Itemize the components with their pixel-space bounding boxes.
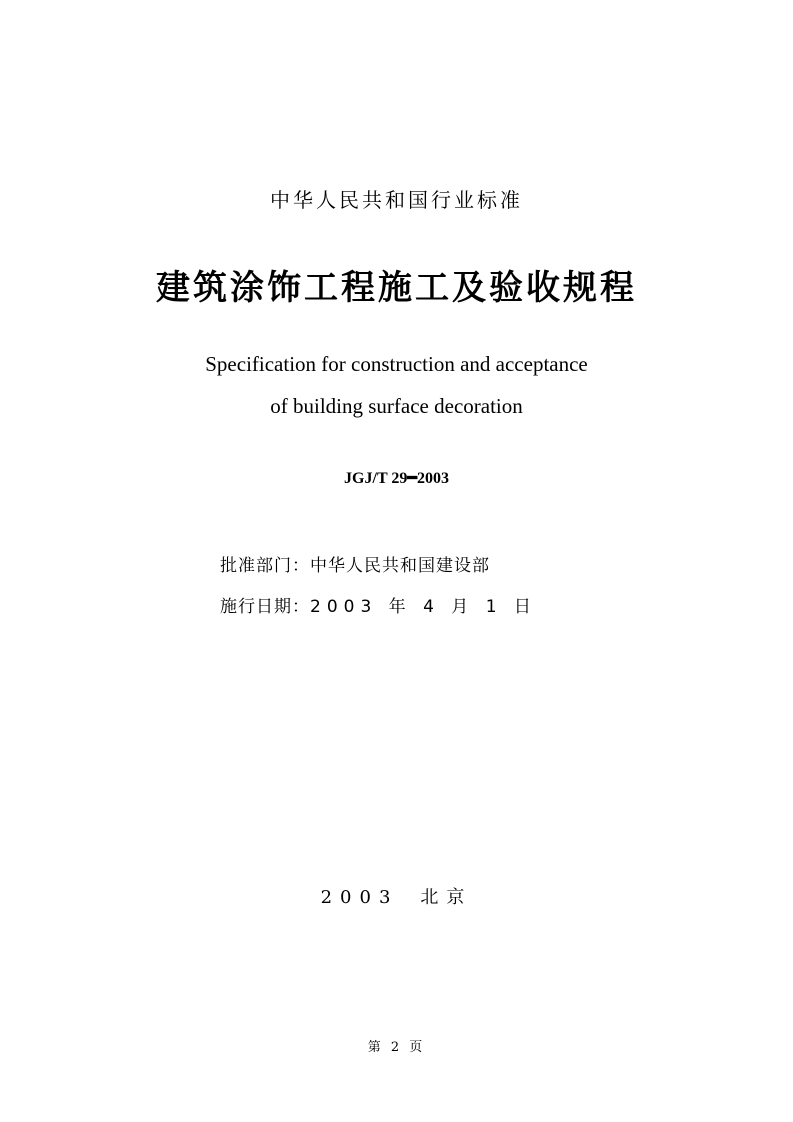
approval-department: [220, 551, 490, 576]
document-title: 建筑涂饰工程施工及验收规程: [156, 268, 637, 308]
publication-year: 2003: [320, 887, 399, 908]
standard-category: 中华人民共和国行业标准: [270, 188, 523, 212]
effective-value: 2003 年 4 月 1 日: [310, 597, 537, 617]
english-title-line-1: Specification for construction and acceptance: [205, 352, 588, 376]
publication-city: 北京: [420, 887, 473, 908]
approval-label: 批准部门：: [220, 556, 310, 576]
approval-value: 中华人民共和国建设部: [310, 556, 490, 576]
page-number: 第 2 页: [367, 1040, 426, 1055]
publication-info: [0, 883, 793, 909]
effective-date: [220, 592, 537, 617]
effective-label: 施行日期：: [220, 597, 310, 617]
english-title-line-2: of building surface decoration: [270, 394, 523, 418]
standard-code: JGJ/T 29━2003: [344, 470, 449, 487]
